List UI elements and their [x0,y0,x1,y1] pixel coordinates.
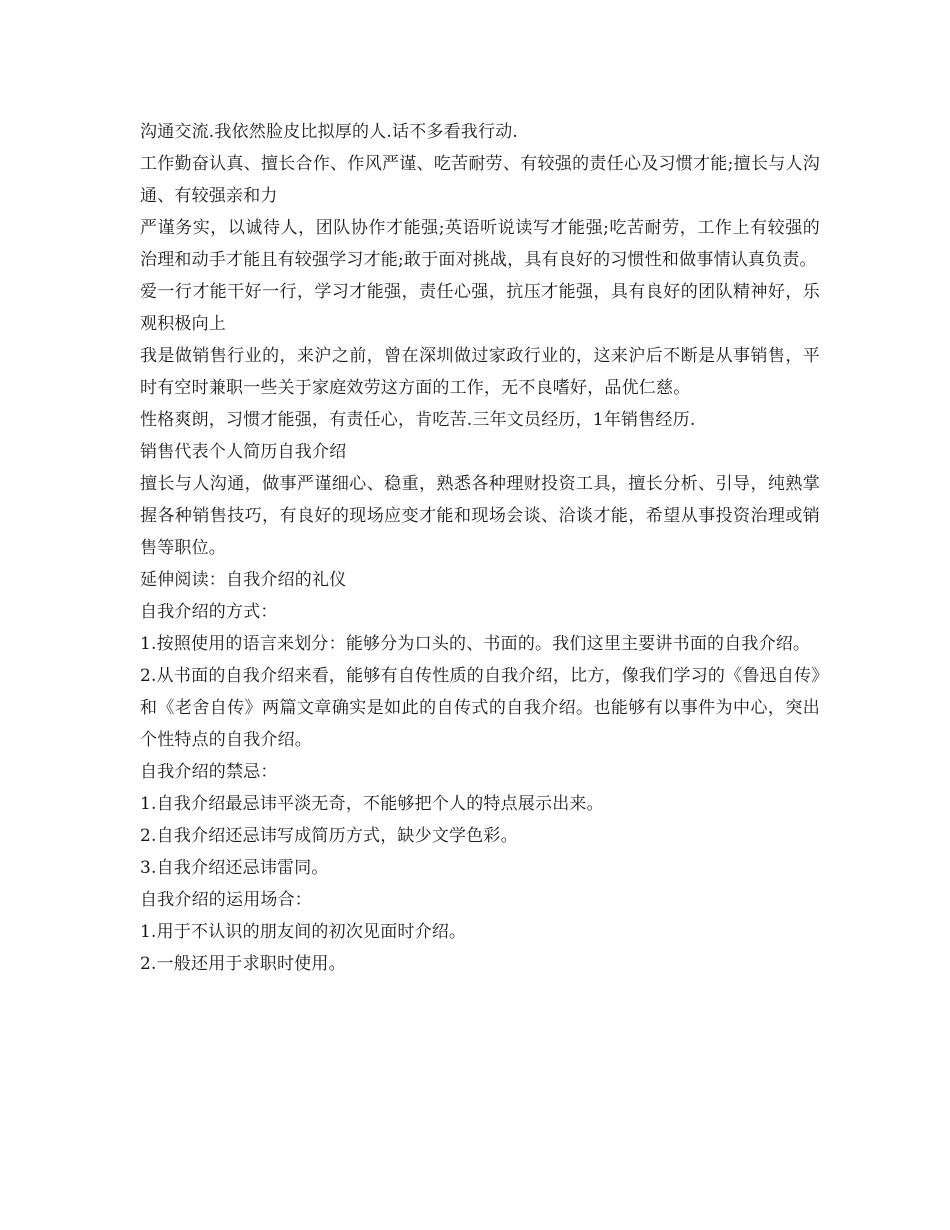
paragraph-pragmatic: 严谨务实，以诚待人，团队协作才能强;英语听说读写才能强;吃苦耐劳，工作上有较强的治理和动手才能且有较强学习才能;敢于面对挑战，具有良好的习惯性和做事情认真负责。 [140,218,820,270]
heading-sales-rep-intro: 销售代表个人简历自我介绍 [140,442,347,462]
heading-intro-occasions: 自我介绍的运用场合： [140,890,312,910]
heading-extended-reading: 延伸阅读：自我介绍的礼仪 [140,570,347,590]
paragraph-sales-background: 我是做销售行业的，来沪之前，曾在深圳做过家政行业的，这来沪后不断是从事销售，平时有空时兼职一些关于家庭效劳这方面的工作，无不良嗜好，品优仁慈。 [140,346,820,398]
list-item-occasion-2: 2.一般还用于求职时使用。 [140,954,346,974]
paragraph-sales-skills: 擅长与人沟通，做事严谨细心、稳重，熟悉各种理财投资工具，擅长分析、引导，纯熟掌握各种销售技巧，有良好的现场应变才能和现场会谈、洽谈才能，希望从事投资治理或销售等职位。 [140,474,820,558]
paragraph-communication: 沟通交流.我依然脸皮比拟厚的人.话不多看我行动. [140,122,519,142]
list-item-occasion-1: 1.用于不认识的朋友间的初次见面时介绍。 [140,922,467,942]
list-item-taboo-2: 2.自我介绍还忌讳写成简历方式，缺少文学色彩。 [140,826,518,846]
heading-intro-taboos: 自我介绍的禁忌： [140,762,278,782]
list-item-method-1: 1.按照使用的语言来划分：能够分为口头的、书面的。我们这里主要讲书面的自我介绍。 [140,634,811,654]
list-item-method-2: 2.从书面的自我介绍来看，能够有自传性质的自我介绍，比方，像我们学习的《鲁迅自传》和《老舍自传》两篇文章确实是如此的自传式的自我介绍。也能够有以事件为中心，突出个性特点的自我介绍。 [140,666,820,750]
paragraph-personality: 性格爽朗，习惯才能强，有责任心，肯吃苦.三年文员经历，1年销售经历. [140,410,696,430]
paragraph-work-attitude: 工作勤奋认真、擅长合作、作风严谨、吃苦耐劳、有较强的责任心及习惯才能;擅长与人沟通、有较强亲和力 [140,154,820,206]
paragraph-love-job: 爱一行才能干好一行，学习才能强，责任心强，抗压才能强，具有良好的团队精神好，乐观积极向上 [140,282,820,334]
document-page [140,116,820,980]
heading-intro-methods: 自我介绍的方式： [140,602,278,622]
list-item-taboo-3: 3.自我介绍还忌讳雷同。 [140,858,329,878]
list-item-taboo-1: 1.自我介绍最忌讳平淡无奇，不能够把个人的特点展示出来。 [140,794,604,814]
